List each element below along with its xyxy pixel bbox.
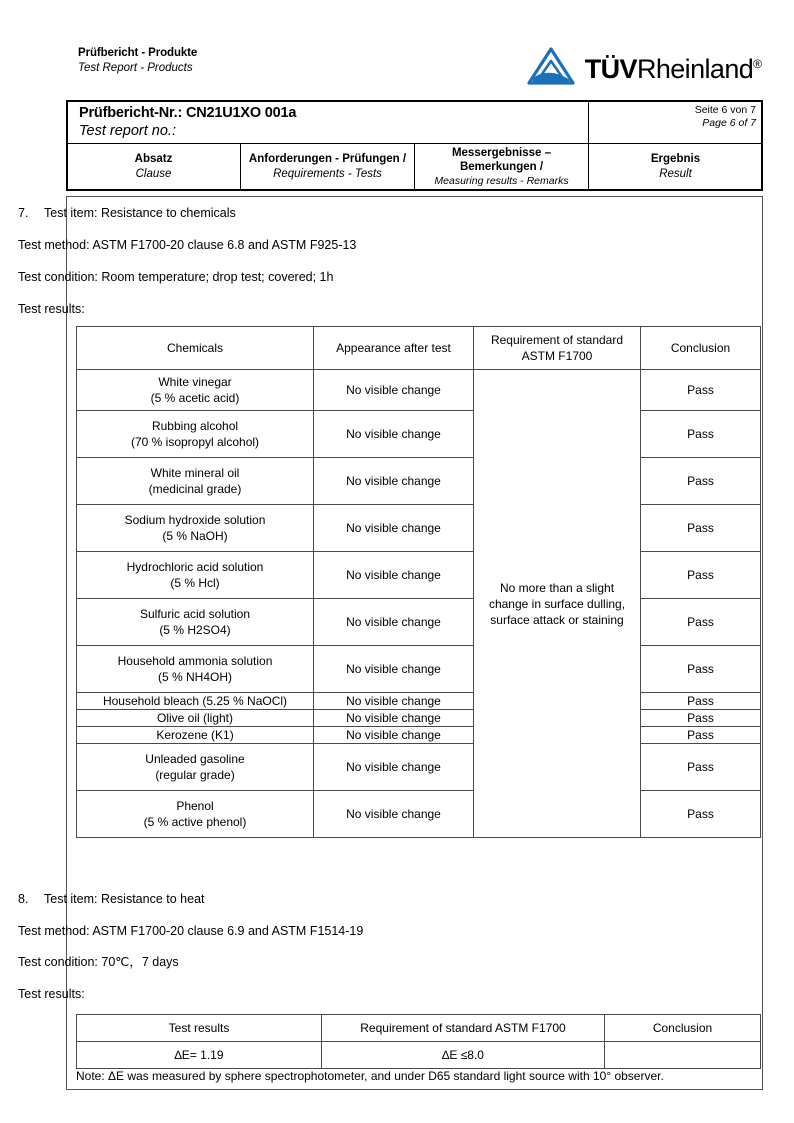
- letterhead-title-en: Test Report - Products: [78, 62, 193, 74]
- header-conclusion: Conclusion: [641, 327, 761, 370]
- appearance-cell: No visible change: [314, 791, 474, 838]
- test-results-value: ∆E= 1.19: [77, 1042, 322, 1069]
- chemical-name-cell: [77, 505, 314, 552]
- header-requirement: Requirement of standard ASTM F1700: [322, 1015, 605, 1042]
- conclusion-cell: Pass: [641, 727, 761, 744]
- conclusion-cell: Pass: [641, 710, 761, 727]
- chemical-name-cell: Household bleach (5.25 % NaOCl): [77, 693, 314, 710]
- section-7-number: 7.: [18, 206, 29, 220]
- logo-text-tuv: TÜV: [584, 53, 637, 84]
- column-header-clause: [67, 144, 241, 191]
- appearance-cell: No visible change: [314, 370, 474, 411]
- page-number-en: Page 6 of 7: [702, 117, 756, 129]
- conclusion-value: [605, 1042, 761, 1069]
- chemical-name-cell: [77, 599, 314, 646]
- section-7-title: Test item: Resistance to chemicals: [44, 206, 236, 220]
- column-header-result-de: Ergebnis: [650, 153, 701, 165]
- table-row: [77, 458, 761, 505]
- column-header-clause-en: Clause: [135, 168, 172, 180]
- requirement-line2: change in surface dulling,: [488, 596, 626, 611]
- appearance-cell: No visible change: [314, 693, 474, 710]
- chemical-name-line1: White vinegar: [158, 375, 232, 389]
- chemical-name-cell: [77, 791, 314, 838]
- appearance-cell: No visible change: [314, 458, 474, 505]
- appearance-cell: No visible change: [314, 744, 474, 791]
- page-number-de: Seite 6 von 7: [694, 104, 756, 116]
- column-header-measuring-de-line1: Messergebnisse –: [451, 147, 552, 159]
- appearance-cell: No visible change: [314, 727, 474, 744]
- appearance-cell: No visible change: [314, 505, 474, 552]
- conclusion-cell: Pass: [641, 458, 761, 505]
- conclusion-cell: Pass: [641, 791, 761, 838]
- chemical-name-line1: Hydrochloric acid solution: [126, 560, 264, 574]
- chemical-name-line2: (5 % NaOH): [162, 529, 228, 543]
- registered-trademark-icon: ®: [753, 56, 762, 71]
- table-row: [77, 710, 761, 727]
- table-row: [77, 552, 761, 599]
- requirement-merged-cell: [474, 370, 641, 838]
- requirement-line1: No more than a slight: [499, 580, 615, 595]
- section-7-condition: [0, 269, 794, 285]
- table-row: [77, 599, 761, 646]
- chemical-name-line1: Rubbing alcohol: [151, 419, 239, 433]
- report-number-label: Prüfbericht-Nr.:: [79, 105, 183, 121]
- section-7-results-label: [0, 301, 794, 317]
- letterhead-title-de: Prüfbericht - Produkte: [78, 47, 198, 59]
- section-8-method-text: Test method: ASTM F1700-20 clause 6.9 and ASTM F1514-19: [18, 924, 364, 938]
- chemicals-results-table: [76, 326, 761, 838]
- logo-text-rheinland: Rheinland: [636, 53, 754, 84]
- column-header-requirements-en: Requirements - Tests: [273, 168, 382, 180]
- table-row: [77, 370, 761, 411]
- conclusion-cell: Pass: [641, 370, 761, 411]
- column-header-measuring-de-line2: Bemerkungen /: [459, 161, 544, 173]
- chemical-name-cell: [77, 458, 314, 505]
- appearance-cell: No visible change: [314, 552, 474, 599]
- header-chemicals: Chemicals: [77, 327, 314, 370]
- chemical-name-line2: (70 % isopropyl alcohol): [130, 435, 260, 449]
- column-header-requirements-de: Anforderungen - Prüfungen /: [248, 153, 407, 165]
- report-number-row: [67, 101, 763, 144]
- requirement-line3: surface attack or staining: [490, 612, 624, 627]
- section-7-method: [0, 237, 794, 253]
- tuv-rheinland-logo: [525, 40, 762, 92]
- header-requirement-line1: Requirement of standard: [490, 333, 624, 347]
- column-header-measuring-results: [415, 144, 589, 191]
- report-number-cell: [67, 101, 589, 144]
- heat-results-table: [76, 1014, 761, 1069]
- section-8-condition-text: Test condition: 70℃，7 days: [18, 955, 179, 969]
- page-number-cell: [589, 101, 763, 144]
- table-row: [77, 744, 761, 791]
- section-7-heading: [0, 205, 794, 221]
- table-row: [77, 411, 761, 458]
- chemical-name-line2: (regular grade): [155, 768, 235, 782]
- table-row: [77, 791, 761, 838]
- table-row: [77, 693, 761, 710]
- section-7-results-label-text: Test results:: [18, 302, 85, 316]
- letterhead: [66, 40, 762, 96]
- table-row: [77, 1042, 761, 1069]
- heat-table-note: Note: ΔE was measured by sphere spectrophotometer, and under D65 standard light source with 10° observer.: [76, 1069, 664, 1083]
- section-8-condition: [0, 954, 794, 970]
- conclusion-cell: Pass: [641, 411, 761, 458]
- report-number-en: Test report no.:: [79, 123, 176, 139]
- section-8-title: Test item: Resistance to heat: [44, 892, 205, 906]
- chemical-name-line2: (5 % acetic acid): [150, 391, 240, 405]
- chemical-name-cell: Kerozene (K1): [77, 727, 314, 744]
- section-8-results-label-text: Test results:: [18, 987, 85, 1001]
- appearance-cell: No visible change: [314, 646, 474, 693]
- chemical-name-line1: Unleaded gasoline: [145, 752, 245, 766]
- chemical-name-line2: (5 % NH4OH): [157, 670, 232, 684]
- column-header-result-en: Result: [659, 168, 692, 180]
- section-8-method: [0, 923, 794, 939]
- appearance-cell: No visible change: [314, 411, 474, 458]
- section-8-results-label: [0, 986, 794, 1002]
- section-8-number: 8.: [18, 892, 29, 906]
- chemical-name-line2: (5 % active phenol): [143, 815, 247, 829]
- chemical-name-cell: [77, 370, 314, 411]
- column-header-result: [589, 144, 763, 191]
- conclusion-cell: Pass: [641, 552, 761, 599]
- table-row: [77, 505, 761, 552]
- chemical-name-line2: (5 % Hcl): [170, 576, 220, 590]
- table-row: [77, 646, 761, 693]
- header-test-results: Test results: [77, 1015, 322, 1042]
- chemical-name-cell: [77, 744, 314, 791]
- chemical-name-line1: White mineral oil: [150, 466, 240, 480]
- conclusion-cell: Pass: [641, 693, 761, 710]
- header-requirement-line2: ASTM F1700: [521, 349, 593, 363]
- conclusion-cell: Pass: [641, 599, 761, 646]
- column-header-clause-de: Absatz: [134, 153, 173, 165]
- header-appearance: Appearance after test: [314, 327, 474, 370]
- header-requirement: [474, 327, 641, 370]
- tuv-rheinland-wordmark: [585, 49, 762, 84]
- conclusion-cell: Pass: [641, 505, 761, 552]
- letterhead-titles: [78, 46, 197, 76]
- column-header-requirements: [241, 144, 415, 191]
- chemical-name-line2: (5 % H2SO4): [159, 623, 231, 637]
- chemical-name-cell: Olive oil (light): [77, 710, 314, 727]
- section-7-method-text: Test method: ASTM F1700-20 clause 6.8 and ASTM F925-13: [18, 238, 357, 252]
- chemical-name-line1: Sulfuric acid solution: [139, 607, 251, 621]
- chemical-name-line1: Phenol: [176, 799, 214, 813]
- chemical-name-line2: (medicinal grade): [148, 482, 242, 496]
- appearance-cell: No visible change: [314, 710, 474, 727]
- report-number-de: [79, 104, 588, 122]
- section-7-condition-text: Test condition: Room temperature; drop test; covered; 1h: [18, 270, 334, 284]
- conclusion-cell: Pass: [641, 646, 761, 693]
- header-conclusion: Conclusion: [605, 1015, 761, 1042]
- report-number-value: CN21U1XO 001a: [186, 105, 297, 121]
- requirement-value: ∆E ≤8.0: [322, 1042, 605, 1069]
- chemical-name-cell: [77, 552, 314, 599]
- table-row: [77, 727, 761, 744]
- tuv-rheinland-triangle-icon: [525, 46, 577, 86]
- heat-table-header-row: [77, 1015, 761, 1042]
- chemical-name-cell: [77, 411, 314, 458]
- column-headers-row: [67, 144, 763, 191]
- chemical-name-line1: Household ammonia solution: [117, 654, 273, 668]
- column-header-measuring-en: Measuring results - Remarks: [434, 175, 569, 187]
- section-8-heading: [0, 891, 794, 907]
- conclusion-cell: Pass: [641, 744, 761, 791]
- report-header-table: [66, 100, 763, 191]
- chemicals-table-header-row: [77, 327, 761, 370]
- chemical-name-cell: [77, 646, 314, 693]
- appearance-cell: No visible change: [314, 599, 474, 646]
- chemical-name-line1: Sodium hydroxide solution: [124, 513, 266, 527]
